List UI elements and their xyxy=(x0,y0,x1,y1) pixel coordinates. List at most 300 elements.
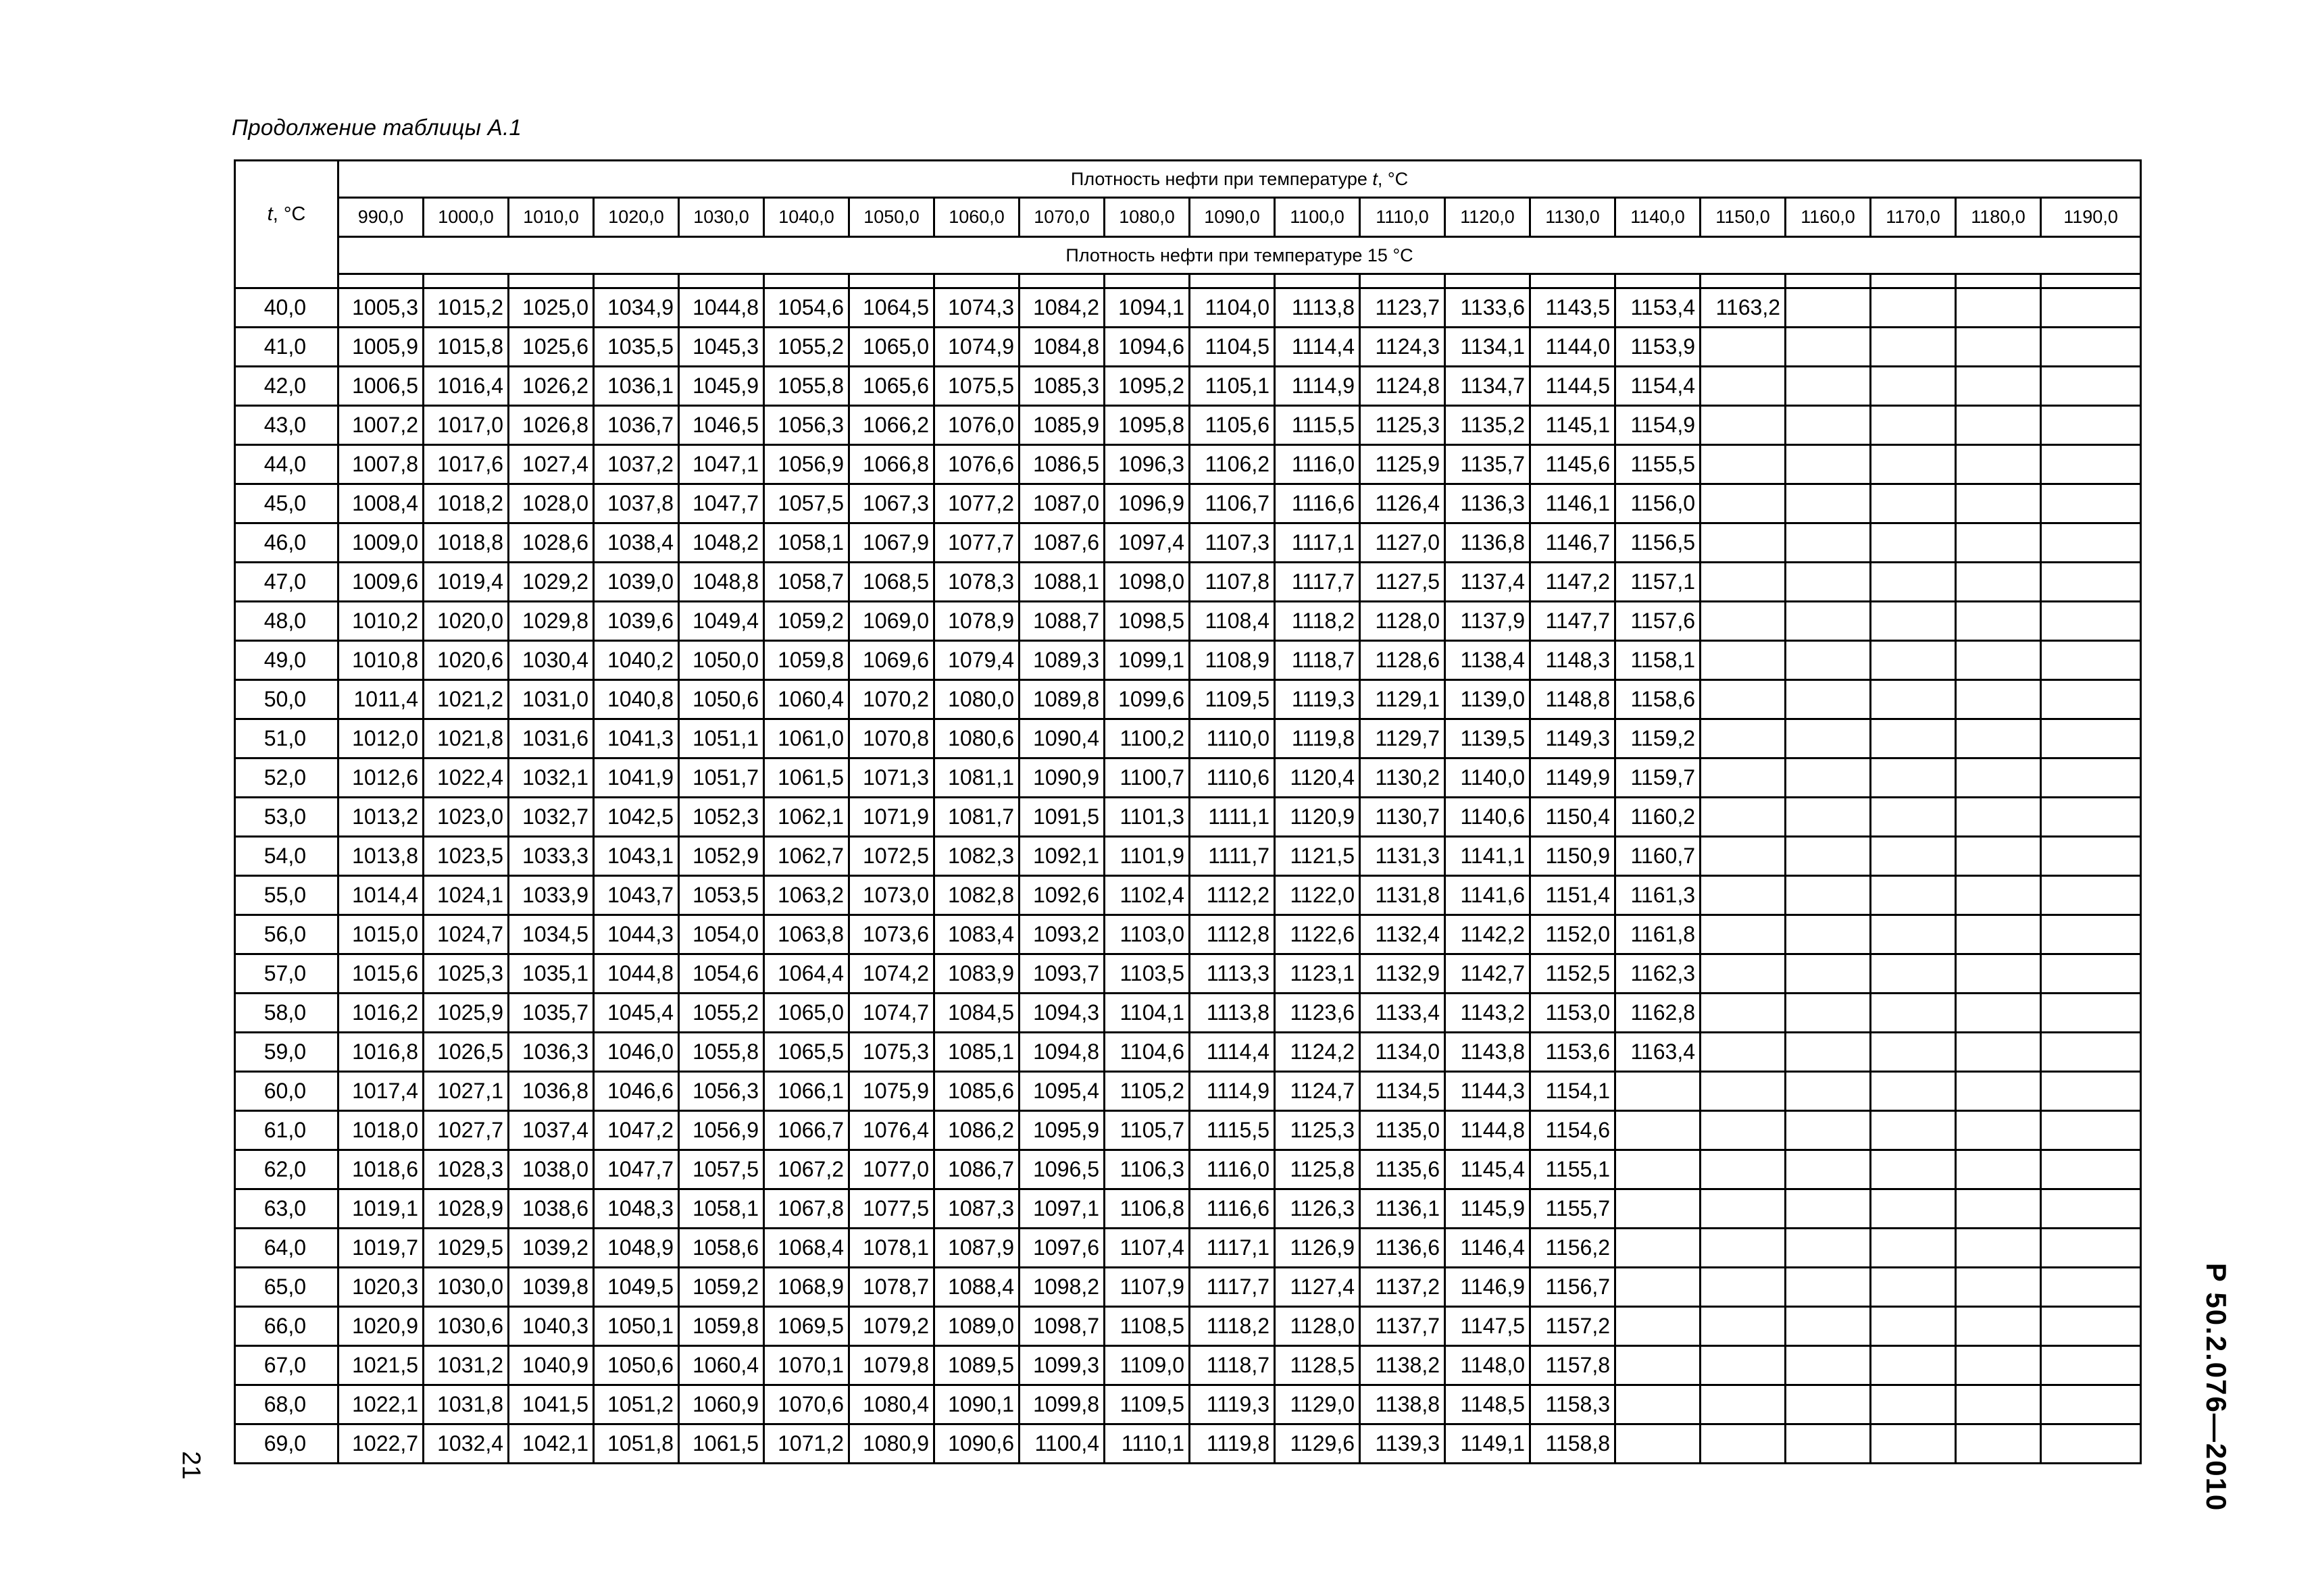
density-cell: 1073,0 xyxy=(849,876,934,915)
density-cell: 1090,4 xyxy=(1020,719,1105,758)
density-cell xyxy=(2041,1346,2141,1385)
table-row xyxy=(235,523,2141,563)
density-cell: 1139,3 xyxy=(1360,1424,1445,1464)
table-row xyxy=(235,798,2141,837)
density-cell: 1027,7 xyxy=(424,1111,509,1150)
density-cell: 1091,5 xyxy=(1020,798,1105,837)
density-cell xyxy=(1701,1033,1786,1072)
density-cell: 1082,3 xyxy=(934,837,1020,876)
density-cell xyxy=(1786,719,1871,758)
density-cell: 1043,1 xyxy=(594,837,679,876)
density-cell xyxy=(2041,1189,2141,1229)
density-cell: 1111,1 xyxy=(1190,798,1275,837)
temperature-cell: 52,0 xyxy=(235,758,338,798)
density-cell xyxy=(1871,837,1956,876)
density-cell: 1058,1 xyxy=(679,1189,764,1229)
density-cell: 1061,5 xyxy=(764,758,849,798)
density-cell: 1015,6 xyxy=(338,954,424,994)
density-cell xyxy=(2041,563,2141,602)
density-cell xyxy=(1871,915,1956,954)
density-cell: 1136,6 xyxy=(1360,1229,1445,1268)
density-cell: 1123,6 xyxy=(1275,994,1360,1033)
density-cell: 1066,1 xyxy=(764,1072,849,1111)
density-cell xyxy=(1701,680,1786,719)
density-cell: 1064,4 xyxy=(764,954,849,994)
density-cell: 1119,8 xyxy=(1275,719,1360,758)
density-cell: 1163,4 xyxy=(1615,1033,1701,1072)
density-cell: 1109,5 xyxy=(1190,680,1275,719)
density-cell: 1077,0 xyxy=(849,1150,934,1189)
table-row xyxy=(235,1307,2141,1346)
spacer-cell xyxy=(1956,274,2041,288)
density-at-t-header: Плотность нефти при температуре t, °С xyxy=(338,161,2141,198)
density-cell: 1099,6 xyxy=(1105,680,1190,719)
page-number: 21 xyxy=(176,1451,205,1480)
density-cell: 1010,8 xyxy=(338,641,424,680)
density-cell: 1103,0 xyxy=(1105,915,1190,954)
density-cell: 1139,5 xyxy=(1445,719,1530,758)
density-cell: 1019,7 xyxy=(338,1229,424,1268)
density-cell xyxy=(1871,1150,1956,1189)
table-row xyxy=(235,602,2141,641)
density-cell xyxy=(1956,1150,2041,1189)
density-cell xyxy=(1701,719,1786,758)
density-cell xyxy=(1701,876,1786,915)
density-cell xyxy=(1786,1189,1871,1229)
spacer-cell xyxy=(1360,274,1445,288)
spacer-cell xyxy=(1871,274,1956,288)
density-cell: 1100,2 xyxy=(1105,719,1190,758)
column-header: 1050,0 xyxy=(849,198,934,237)
spacer-cell xyxy=(1786,274,1871,288)
density-cell xyxy=(1786,445,1871,484)
table-row xyxy=(235,288,2141,328)
table-row xyxy=(235,367,2141,406)
density-cell: 1136,1 xyxy=(1360,1189,1445,1229)
density-cell: 1072,5 xyxy=(849,837,934,876)
density-cell: 1075,9 xyxy=(849,1072,934,1111)
density-cell: 1101,9 xyxy=(1105,837,1190,876)
density-cell: 1088,1 xyxy=(1020,563,1105,602)
table-row xyxy=(235,406,2141,445)
density-cell: 1108,4 xyxy=(1190,602,1275,641)
density-cell xyxy=(1786,563,1871,602)
density-cell xyxy=(1786,288,1871,328)
density-cell: 1118,7 xyxy=(1190,1346,1275,1385)
density-cell: 1098,7 xyxy=(1020,1307,1105,1346)
density-cell: 1074,2 xyxy=(849,954,934,994)
density-cell: 1161,3 xyxy=(1615,876,1701,915)
temperature-cell: 56,0 xyxy=(235,915,338,954)
density-cell: 1116,0 xyxy=(1275,445,1360,484)
density-cell: 1057,5 xyxy=(764,484,849,523)
column-header: 990,0 xyxy=(338,198,424,237)
density-cell xyxy=(1956,876,2041,915)
density-cell: 1078,7 xyxy=(849,1268,934,1307)
density-cell xyxy=(1786,1346,1871,1385)
density-cell xyxy=(1871,758,1956,798)
table-row xyxy=(235,954,2141,994)
density-cell: 1113,3 xyxy=(1190,954,1275,994)
density-cell xyxy=(1701,1268,1786,1307)
density-cell: 1143,2 xyxy=(1445,994,1530,1033)
density-cell: 1048,8 xyxy=(679,563,764,602)
density-cell xyxy=(1956,758,2041,798)
density-cell: 1017,6 xyxy=(424,445,509,484)
table-row xyxy=(235,484,2141,523)
density-cell xyxy=(1701,1346,1786,1385)
density-cell: 1141,1 xyxy=(1445,837,1530,876)
density-cell xyxy=(2041,328,2141,367)
document-code: Р 50.2.076—2010 xyxy=(2200,1262,2232,1512)
density-cell: 1050,6 xyxy=(679,680,764,719)
table-row xyxy=(235,876,2141,915)
density-cell: 1137,2 xyxy=(1360,1268,1445,1307)
density-cell: 1087,9 xyxy=(934,1229,1020,1268)
column-values-row xyxy=(235,198,2141,237)
column-header: 1030,0 xyxy=(679,198,764,237)
density-cell xyxy=(1701,484,1786,523)
density-cell xyxy=(1956,367,2041,406)
density-cell: 1163,2 xyxy=(1701,288,1786,328)
density-cell: 1117,1 xyxy=(1190,1229,1275,1268)
density-cell: 1105,7 xyxy=(1105,1111,1190,1150)
density-cell xyxy=(1786,1150,1871,1189)
density-cell xyxy=(1871,1229,1956,1268)
spacer-cell xyxy=(1020,274,1105,288)
spacer-cell xyxy=(1190,274,1275,288)
density-cell xyxy=(2041,641,2141,680)
table-row xyxy=(235,1111,2141,1150)
density-cell xyxy=(1956,1229,2041,1268)
density-cell: 1046,6 xyxy=(594,1072,679,1111)
temperature-cell: 66,0 xyxy=(235,1307,338,1346)
density-cell: 1016,4 xyxy=(424,367,509,406)
density-cell: 1144,5 xyxy=(1530,367,1615,406)
density-cell: 1149,9 xyxy=(1530,758,1615,798)
density-cell: 1125,3 xyxy=(1360,406,1445,445)
density-cell: 1070,1 xyxy=(764,1346,849,1385)
density-cell: 1036,7 xyxy=(594,406,679,445)
density-cell: 1160,2 xyxy=(1615,798,1701,837)
density-cell: 1026,2 xyxy=(509,367,594,406)
density-cell: 1028,9 xyxy=(424,1189,509,1229)
density-cell xyxy=(1786,758,1871,798)
density-cell: 1120,9 xyxy=(1275,798,1360,837)
table-row xyxy=(235,1424,2141,1464)
density-cell xyxy=(1786,798,1871,837)
density-cell xyxy=(2041,1150,2141,1189)
density-cell: 1020,9 xyxy=(338,1307,424,1346)
density-cell xyxy=(1956,1072,2041,1111)
density-cell: 1119,3 xyxy=(1190,1385,1275,1424)
density-cell: 1019,1 xyxy=(338,1189,424,1229)
density-cell: 1027,4 xyxy=(509,445,594,484)
density-cell: 1048,2 xyxy=(679,523,764,563)
temperature-cell: 68,0 xyxy=(235,1385,338,1424)
density-cell: 1157,1 xyxy=(1615,563,1701,602)
density-cell: 1135,6 xyxy=(1360,1150,1445,1189)
density-cell: 1128,5 xyxy=(1275,1346,1360,1385)
density-cell: 1076,0 xyxy=(934,406,1020,445)
density-cell: 1055,2 xyxy=(679,994,764,1033)
density-cell: 1078,9 xyxy=(934,602,1020,641)
density-cell xyxy=(1871,994,1956,1033)
density-cell: 1097,6 xyxy=(1020,1229,1105,1268)
table-row xyxy=(235,1346,2141,1385)
density-cell xyxy=(1956,641,2041,680)
density-cell: 1027,1 xyxy=(424,1072,509,1111)
density-cell: 1031,0 xyxy=(509,680,594,719)
density-cell: 1096,9 xyxy=(1105,484,1190,523)
density-cell: 1158,8 xyxy=(1530,1424,1615,1464)
density-cell xyxy=(1956,1189,2041,1229)
density-cell: 1093,7 xyxy=(1020,954,1105,994)
density-cell: 1144,8 xyxy=(1445,1111,1530,1150)
density-cell xyxy=(1701,798,1786,837)
density-cell: 1013,8 xyxy=(338,837,424,876)
density-cell: 1018,0 xyxy=(338,1111,424,1150)
density-cell: 1141,6 xyxy=(1445,876,1530,915)
density-cell xyxy=(1871,445,1956,484)
density-cell: 1068,4 xyxy=(764,1229,849,1268)
density-cell: 1143,5 xyxy=(1530,288,1615,328)
t-unit: , °С xyxy=(272,203,306,225)
density-cell: 1014,4 xyxy=(338,876,424,915)
density-cell: 1159,7 xyxy=(1615,758,1701,798)
density-cell: 1011,4 xyxy=(338,680,424,719)
density-cell xyxy=(1701,1229,1786,1268)
density-cell xyxy=(1871,1033,1956,1072)
temperature-cell: 49,0 xyxy=(235,641,338,680)
density-cell: 1036,8 xyxy=(509,1072,594,1111)
density-cell xyxy=(1786,1229,1871,1268)
density-cell: 1062,1 xyxy=(764,798,849,837)
column-header: 1140,0 xyxy=(1615,198,1701,237)
density-cell xyxy=(1871,876,1956,915)
density-cell xyxy=(1786,484,1871,523)
density-cell: 1126,9 xyxy=(1275,1229,1360,1268)
density-cell: 1094,3 xyxy=(1020,994,1105,1033)
density-cell: 1016,2 xyxy=(338,994,424,1033)
density-cell xyxy=(1871,484,1956,523)
density-cell xyxy=(1956,1346,2041,1385)
density-cell: 1112,8 xyxy=(1190,915,1275,954)
density-cell: 1098,5 xyxy=(1105,602,1190,641)
density-cell: 1125,8 xyxy=(1275,1150,1360,1189)
density-cell xyxy=(2041,523,2141,563)
density-cell: 1112,2 xyxy=(1190,876,1275,915)
density-cell: 1021,8 xyxy=(424,719,509,758)
density-cell: 1089,3 xyxy=(1020,641,1105,680)
density-cell xyxy=(1871,954,1956,994)
column-header: 1180,0 xyxy=(1956,198,2041,237)
density-cell: 1065,5 xyxy=(764,1033,849,1072)
table-row xyxy=(235,641,2141,680)
density-cell xyxy=(1701,1424,1786,1464)
density-cell: 1074,7 xyxy=(849,994,934,1033)
spacer-cell xyxy=(764,274,849,288)
density-cell: 1138,4 xyxy=(1445,641,1530,680)
density-cell: 1086,5 xyxy=(1020,445,1105,484)
density-cell: 1077,5 xyxy=(849,1189,934,1229)
density-cell: 1149,3 xyxy=(1530,719,1615,758)
density-cell: 1094,8 xyxy=(1020,1033,1105,1072)
density-cell: 1047,7 xyxy=(679,484,764,523)
density-cell: 1095,4 xyxy=(1020,1072,1105,1111)
spacer-cell xyxy=(1275,274,1360,288)
density-cell: 1054,0 xyxy=(679,915,764,954)
density-cell: 1128,0 xyxy=(1360,602,1445,641)
density-cell: 1146,9 xyxy=(1445,1268,1530,1307)
density-cell: 1129,1 xyxy=(1360,680,1445,719)
density-cell: 1144,3 xyxy=(1445,1072,1530,1111)
density-cell: 1135,2 xyxy=(1445,406,1530,445)
density-cell: 1145,1 xyxy=(1530,406,1615,445)
density-cell: 1096,5 xyxy=(1020,1150,1105,1189)
temperature-cell: 47,0 xyxy=(235,563,338,602)
density-cell: 1036,1 xyxy=(594,367,679,406)
density-cell: 1106,2 xyxy=(1190,445,1275,484)
table-row xyxy=(235,1150,2141,1189)
density-cell: 1127,4 xyxy=(1275,1268,1360,1307)
density-cell: 1069,6 xyxy=(849,641,934,680)
density-cell: 1084,5 xyxy=(934,994,1020,1033)
density-cell: 1058,7 xyxy=(764,563,849,602)
temperature-cell: 41,0 xyxy=(235,328,338,367)
density-cell: 1029,5 xyxy=(424,1229,509,1268)
spacer-cell xyxy=(1445,274,1530,288)
density-cell: 1037,4 xyxy=(509,1111,594,1150)
density-cell: 1129,0 xyxy=(1275,1385,1360,1424)
temperature-cell: 67,0 xyxy=(235,1346,338,1385)
density-cell xyxy=(2041,915,2141,954)
density-cell xyxy=(1786,1033,1871,1072)
density-cell: 1074,3 xyxy=(934,288,1020,328)
density-cell: 1025,9 xyxy=(424,994,509,1033)
density-cell xyxy=(2041,1111,2141,1150)
density-cell: 1056,3 xyxy=(679,1072,764,1111)
density-cell: 1129,6 xyxy=(1275,1424,1360,1464)
density-cell: 1110,1 xyxy=(1105,1424,1190,1464)
density-cell: 1067,2 xyxy=(764,1150,849,1189)
density-cell: 1137,9 xyxy=(1445,602,1530,641)
density-cell: 1154,6 xyxy=(1530,1111,1615,1150)
density-cell: 1018,2 xyxy=(424,484,509,523)
density-cell: 1009,6 xyxy=(338,563,424,602)
density-cell: 1103,5 xyxy=(1105,954,1190,994)
density-cell: 1078,3 xyxy=(934,563,1020,602)
temperature-cell: 55,0 xyxy=(235,876,338,915)
density-cell: 1089,5 xyxy=(934,1346,1020,1385)
density-cell: 1134,1 xyxy=(1445,328,1530,367)
density-cell: 1080,0 xyxy=(934,680,1020,719)
temperature-cell: 65,0 xyxy=(235,1268,338,1307)
density-cell: 1067,8 xyxy=(764,1189,849,1229)
density-cell xyxy=(1786,994,1871,1033)
density-cell: 1051,1 xyxy=(679,719,764,758)
density-cell: 1054,6 xyxy=(679,954,764,994)
density-cell: 1156,2 xyxy=(1530,1229,1615,1268)
density-cell: 1076,6 xyxy=(934,445,1020,484)
density-cell: 1034,9 xyxy=(594,288,679,328)
table-row xyxy=(235,563,2141,602)
density-cell xyxy=(1956,484,2041,523)
density-cell: 1147,5 xyxy=(1445,1307,1530,1346)
density-cell xyxy=(1701,837,1786,876)
density-cell: 1060,4 xyxy=(679,1346,764,1385)
density-cell: 1156,5 xyxy=(1615,523,1701,563)
density-cell: 1157,8 xyxy=(1530,1346,1615,1385)
density-cell: 1089,0 xyxy=(934,1307,1020,1346)
density-cell: 1086,2 xyxy=(934,1111,1020,1150)
density-cell: 1093,2 xyxy=(1020,915,1105,954)
density-cell: 1131,3 xyxy=(1360,837,1445,876)
density-cell: 1018,8 xyxy=(424,523,509,563)
density-cell: 1083,4 xyxy=(934,915,1020,954)
density-cell: 1143,8 xyxy=(1445,1033,1530,1072)
density-cell: 1106,7 xyxy=(1190,484,1275,523)
density-cell: 1056,9 xyxy=(764,445,849,484)
density-cell: 1042,5 xyxy=(594,798,679,837)
density-cell: 1106,8 xyxy=(1105,1189,1190,1229)
density-cell: 1059,2 xyxy=(679,1268,764,1307)
density-cell: 1099,3 xyxy=(1020,1346,1105,1385)
density-cell: 1015,2 xyxy=(424,288,509,328)
density-cell xyxy=(1956,445,2041,484)
density-cell: 1009,0 xyxy=(338,523,424,563)
density-cell: 1006,5 xyxy=(338,367,424,406)
density-cell xyxy=(1786,367,1871,406)
spacer-cell xyxy=(934,274,1020,288)
density-cell: 1046,5 xyxy=(679,406,764,445)
density-cell: 1085,9 xyxy=(1020,406,1105,445)
density-cell: 1117,1 xyxy=(1275,523,1360,563)
density-cell: 1077,7 xyxy=(934,523,1020,563)
density-cell: 1022,1 xyxy=(338,1385,424,1424)
density-cell: 1038,6 xyxy=(509,1189,594,1229)
density-cell xyxy=(2041,1385,2141,1424)
density-cell: 1030,6 xyxy=(424,1307,509,1346)
density-cell: 1107,9 xyxy=(1105,1268,1190,1307)
density-cell: 1108,5 xyxy=(1105,1307,1190,1346)
density-cell: 1142,2 xyxy=(1445,915,1530,954)
density-cell: 1104,1 xyxy=(1105,994,1190,1033)
column-header: 1040,0 xyxy=(764,198,849,237)
density-cell xyxy=(1701,445,1786,484)
density-cell: 1023,5 xyxy=(424,837,509,876)
density-cell: 1015,8 xyxy=(424,328,509,367)
density-cell: 1158,3 xyxy=(1530,1385,1615,1424)
temperature-cell: 62,0 xyxy=(235,1150,338,1189)
density-cell xyxy=(1615,1229,1701,1268)
density-cell: 1105,1 xyxy=(1190,367,1275,406)
density-cell: 1069,5 xyxy=(764,1307,849,1346)
density-cell: 1058,6 xyxy=(679,1229,764,1268)
density-cell: 1080,6 xyxy=(934,719,1020,758)
density-cell: 1145,6 xyxy=(1530,445,1615,484)
density-cell xyxy=(1701,641,1786,680)
table-row xyxy=(235,445,2141,484)
density-cell xyxy=(1701,406,1786,445)
density-cell xyxy=(2041,876,2141,915)
temperature-cell: 51,0 xyxy=(235,719,338,758)
density-cell: 1159,2 xyxy=(1615,719,1701,758)
density-cell: 1099,8 xyxy=(1020,1385,1105,1424)
temperature-cell: 54,0 xyxy=(235,837,338,876)
density-cell: 1056,9 xyxy=(679,1111,764,1150)
density-cell: 1010,2 xyxy=(338,602,424,641)
